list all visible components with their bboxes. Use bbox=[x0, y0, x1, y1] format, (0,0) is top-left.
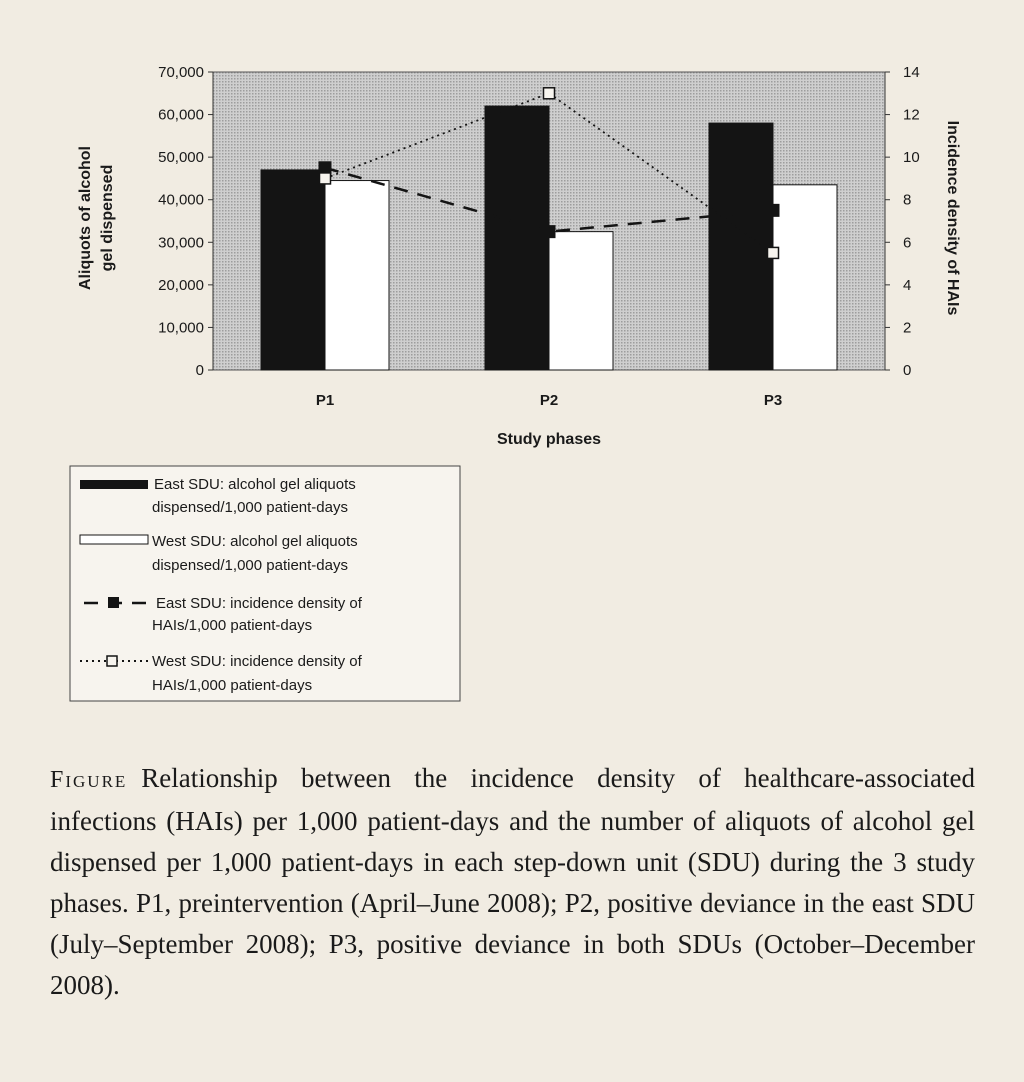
figure-caption bbox=[50, 758, 975, 1006]
figure-caption-text: Relationship between the incidence density of healthcare-associated infections (HAIs) per 1,000 patient-days and the number of aliquots of alcohol gel dispensed per 1,000 patient-days in each step-down unit (SDU) during the 3 study phases. P1, preintervention (April–June 2008); P2, positive deviance in the east SDU (July–September 2008); P3, positive deviance in both SDUs (October–December 2008). bbox=[50, 763, 975, 1000]
west-bar bbox=[325, 181, 389, 370]
category-label: P3 bbox=[763, 392, 783, 409]
legend-label-west-bar-line1: West SDU: alcohol gel aliquots bbox=[152, 533, 358, 550]
legend-label-west-line-line1: West SDU: incidence density of bbox=[152, 653, 362, 670]
legend-marker-east-line bbox=[108, 597, 119, 608]
left-tick-label: 60,000 bbox=[158, 106, 204, 124]
left-tick-label: 10,000 bbox=[158, 319, 204, 337]
east-incidence-point bbox=[319, 162, 331, 174]
left-tick-label: 30,000 bbox=[158, 234, 204, 252]
right-tick-label: 8 bbox=[903, 191, 912, 209]
legend-swatch-east-bar bbox=[80, 480, 148, 489]
legend-label-east-line-line2: HAIs/1,000 patient-days bbox=[152, 617, 313, 634]
left-tick-label: 50,000 bbox=[158, 149, 204, 167]
left-tick-label: 0 bbox=[195, 362, 204, 379]
west-incidence-point bbox=[544, 88, 555, 99]
west-incidence-point bbox=[768, 247, 779, 258]
legend-swatch-west-bar bbox=[80, 535, 148, 544]
right-tick-label: 4 bbox=[903, 276, 912, 294]
left-axis-ticks bbox=[158, 64, 213, 379]
legend bbox=[70, 466, 460, 701]
figure-caption-label: Figure bbox=[50, 767, 128, 793]
west-incidence-point bbox=[320, 173, 331, 184]
category-labels bbox=[316, 392, 782, 409]
right-tick-label: 10 bbox=[903, 149, 920, 167]
right-tick-label: 12 bbox=[903, 106, 920, 124]
east-bar bbox=[485, 106, 549, 370]
east-incidence-point bbox=[543, 226, 555, 238]
legend-label-west-line-line2: HAIs/1,000 patient-days bbox=[152, 677, 313, 694]
right-tick-label: 6 bbox=[903, 234, 912, 252]
category-label: P1 bbox=[315, 392, 335, 409]
y-right-axis-title: Incidence density of HAIs bbox=[944, 120, 961, 316]
legend-label-west-bar-line2: dispensed/1,000 patient-days bbox=[152, 557, 348, 574]
legend-label-east-bar-line2: dispensed/1,000 patient-days bbox=[152, 499, 348, 516]
right-axis-ticks bbox=[885, 64, 920, 379]
right-tick-label: 0 bbox=[903, 362, 912, 379]
x-axis-title: Study phases bbox=[496, 431, 602, 448]
west-bar bbox=[773, 185, 837, 370]
y-left-axis-title-line1: Aliquots of alcohol bbox=[77, 146, 94, 290]
legend-marker-west-line bbox=[107, 656, 117, 666]
left-tick-label: 20,000 bbox=[158, 276, 204, 294]
right-tick-label: 14 bbox=[903, 64, 920, 81]
category-label: P2 bbox=[539, 392, 559, 409]
left-tick-label: 70,000 bbox=[158, 64, 204, 81]
right-tick-label: 2 bbox=[903, 319, 912, 337]
east-bar bbox=[709, 123, 773, 370]
west-bar bbox=[549, 232, 613, 370]
east-bar bbox=[261, 170, 325, 370]
legend-label-east-line-line1: East SDU: incidence density of bbox=[156, 595, 362, 612]
legend-label-east-bar-line1: East SDU: alcohol gel aliquots bbox=[154, 476, 356, 493]
east-incidence-point bbox=[767, 204, 779, 216]
left-tick-label: 40,000 bbox=[158, 191, 204, 209]
y-left-axis-title-line2: gel dispensed bbox=[99, 164, 116, 272]
